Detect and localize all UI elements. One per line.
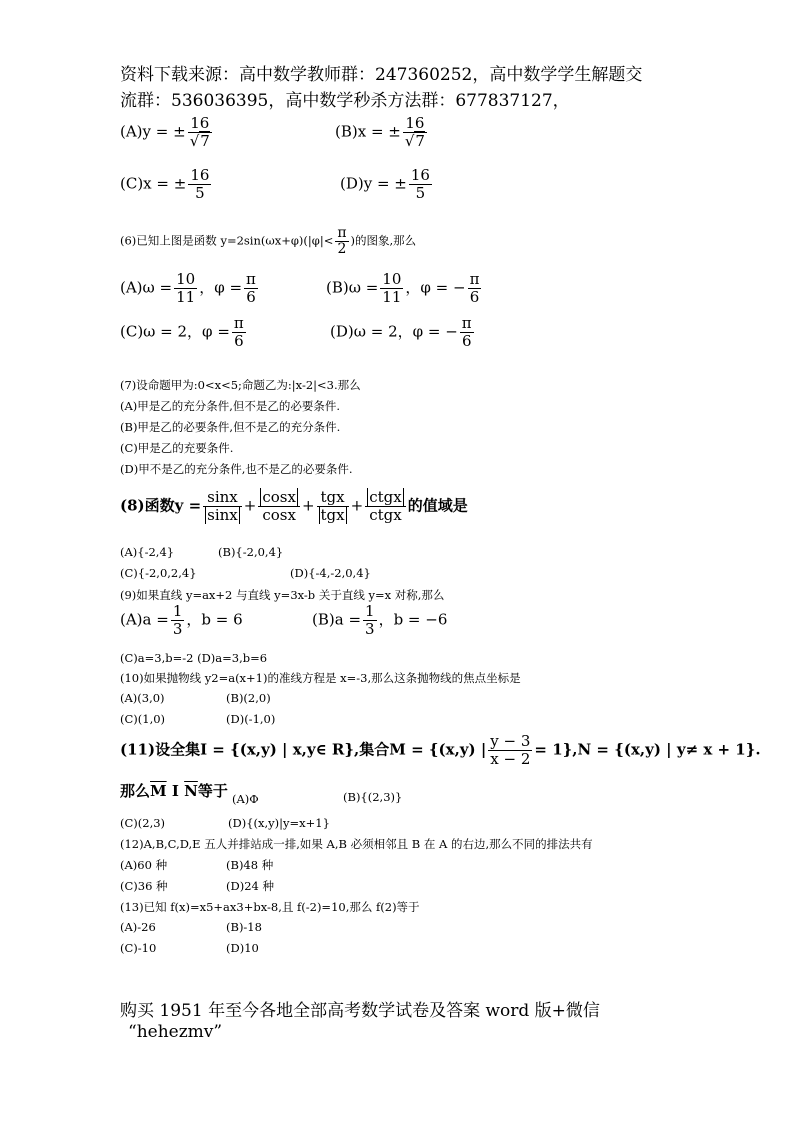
q6-d-pnum: π (461, 314, 472, 332)
q11-stem (120, 734, 761, 767)
q8-suffix: 的值域是 (407, 496, 468, 515)
q5-option-a (120, 116, 214, 149)
q6-option-d (330, 316, 476, 349)
q9-a-a: (A)a = (120, 610, 169, 629)
q8-prefix: (8)函数y = (120, 496, 202, 515)
q7-option-c: (C)甲是乙的充要条件. (120, 441, 234, 455)
q6-a-num: 10 (176, 270, 196, 288)
q9-options-cd: (C)a=3,b=-2 (D)a=3,b=6 (120, 651, 268, 665)
plus-sign: + (301, 496, 315, 515)
q8-t2-den: cosx (258, 506, 300, 524)
q6-b-pnum: π (469, 270, 480, 288)
q6-c-pden: 6 (232, 332, 246, 350)
footer-line-1: 购买 1951 年至今各地全部高考数学试卷及答案 word 版+微信 (120, 1001, 600, 1021)
q7-option-b: (B)甲是乙的必要条件,但不是乙的充分条件. (120, 420, 341, 434)
q10-option-d: (D)(-1,0) (226, 712, 276, 726)
q10-stem: (10)如果抛物线 y2=a(x+1)的准线方程是 x=-3,那么这条抛物线的焦点坐标是 (120, 671, 521, 685)
q6-c-a: (C)ω = 2，φ = (120, 322, 230, 341)
q10-option-c: (C)(1,0) (120, 712, 166, 726)
q6-stem-b: )的图象,那么 (350, 233, 417, 248)
q6-a-b: ，φ = (199, 278, 243, 297)
q9-a-num: 1 (172, 602, 183, 620)
q8-t4-num: ctgx (369, 488, 402, 506)
q5-d-num: 16 (410, 166, 430, 184)
q6-a-pden: 6 (244, 288, 258, 306)
sqrt-sign: √ (404, 131, 415, 150)
q9-b-num: 1 (365, 602, 375, 620)
q6-stem (120, 226, 416, 257)
q11-line2-b: I (171, 782, 179, 800)
header-line-1: 资料下载来源：高中数学教师群：247360252，高中数学学生解题交 (120, 65, 643, 85)
q8-stem (120, 490, 468, 523)
q8-t1-num: sinx (207, 488, 238, 506)
q9-option-b (312, 604, 447, 637)
q8-t2-num: cosx (262, 488, 296, 506)
q7-option-a: (A)甲是乙的充分条件,但不是乙的必要条件. (120, 399, 341, 413)
q9-b-a: (B)a = (312, 610, 362, 629)
q10-option-a: (A)(3,0) (120, 691, 165, 705)
q13-option-d: (D)10 (226, 941, 259, 955)
q6-a-pnum: π (246, 270, 256, 288)
q8-t4-den: ctgx (365, 506, 406, 524)
q11-option-a: (A)Φ (232, 792, 259, 806)
q6-b-num: 10 (382, 270, 402, 288)
q5-a-label: (A)y = ± (120, 122, 186, 141)
q11-stem-b: = 1},N = {(x,y) | y≠ x + 1}. (534, 740, 761, 759)
q13-option-c: (C)-10 (120, 941, 157, 955)
q11-line2-c: 等于 (197, 782, 228, 800)
q5-c-den: 5 (188, 184, 211, 202)
q9-stem: (9)如果直线 y=ax+2 与直线 y=3x-b 关于直线 y=x 对称,那么 (120, 588, 445, 602)
q11-option-b: (B){(2,3)} (343, 790, 403, 804)
q5-c-label: (C)x = ± (120, 174, 187, 193)
q6-a-den: 11 (176, 287, 196, 306)
q13-option-b: (B)-18 (226, 920, 262, 934)
q11-option-d: (D){(x,y)|y=x+1} (228, 816, 330, 830)
q6-pi-den: 2 (335, 241, 348, 257)
q5-d-den: 5 (409, 184, 432, 202)
q5-option-c (120, 168, 213, 201)
q13-stem: (13)已知 f(x)=x5+ax3+bx-8,且 f(-2)=10,那么 f(2)等于 (120, 900, 420, 914)
q11-m-complement: $\overline{M}$ (150, 782, 167, 800)
q11-frac-den: x − 2 (488, 750, 532, 768)
q6-b-den: 11 (382, 287, 402, 306)
q5-b-num: 16 (405, 114, 425, 132)
q6-a-a: (A)ω = (120, 278, 173, 297)
q12-stem: (12)A,B,C,D,E 五人并排站成一排,如果 A,B 必须相邻且 B 在 A 的右边,那么不同的排法共有 (120, 837, 593, 851)
q8-t1-den: sinx (207, 505, 238, 524)
plus-sign: + (350, 496, 364, 515)
q11-stem-a: (11)设全集I = {(x,y) | x,y∈ R},集合M = {(x,y) | (120, 740, 487, 759)
q6-b-b: ，φ = − (405, 278, 466, 297)
q6-option-b (326, 272, 483, 305)
header-line-2: 流群：536036395，高中数学秒杀方法群：677837127， (120, 91, 570, 111)
q8-t3-num: tgx (320, 488, 345, 506)
q9-b-b: ，b = −6 (378, 610, 448, 629)
q5-a-den: 7 (200, 131, 210, 150)
q6-b-pden: 6 (468, 288, 482, 306)
q6-stem-a: (6)已知上图是函数 y=2sin(ωx+φ)(|φ|< (120, 233, 334, 248)
q10-option-b: (B)(2,0) (226, 691, 271, 705)
q12-option-c: (C)36 种 (120, 879, 168, 893)
q5-a-num: 16 (190, 114, 210, 132)
q6-d-a: (D)ω = 2，φ = − (330, 322, 458, 341)
q9-a-den: 3 (172, 619, 183, 638)
q11-line2 (120, 780, 228, 801)
q8-option-d: (D){-4,-2,0,4} (290, 566, 371, 580)
q12-option-a: (A)60 种 (120, 858, 168, 872)
q6-b-a: (B)ω = (326, 278, 379, 297)
q6-option-c (120, 316, 248, 349)
q6-option-a (120, 272, 260, 305)
q5-b-label: (B)x = ± (335, 122, 401, 141)
q8-option-b: (B){-2,0,4} (218, 545, 284, 559)
q11-option-c: (C)(2,3) (120, 816, 166, 830)
q6-d-pden: 6 (460, 332, 474, 350)
q5-c-num: 16 (190, 166, 210, 184)
q7-stem: (7)设命题甲为:0<x<5;命题乙为:|x-2|<3.那么 (120, 378, 361, 392)
q11-n-complement: $\overline{N}$ (184, 782, 198, 800)
footer-line-2: “hehezmv” (128, 1022, 223, 1042)
q9-option-a (120, 604, 243, 637)
q9-a-b: ，b = 6 (186, 610, 243, 629)
q5-option-d (340, 168, 434, 201)
q8-option-c: (C){-2,0,2,4} (120, 566, 197, 580)
plus-sign: + (243, 496, 257, 515)
q8-option-a: (A){-2,4} (120, 545, 175, 559)
q5-b-den: 7 (415, 131, 425, 150)
q11-frac-num: y − 3 (490, 732, 531, 750)
q8-t3-den: tgx (320, 505, 345, 524)
q7-option-d: (D)甲不是乙的充分条件,也不是乙的必要条件. (120, 462, 353, 476)
q6-pi-num: π (337, 225, 347, 241)
q11-line2-a: 那么 (120, 782, 151, 800)
q12-option-b: (B)48 种 (226, 858, 274, 872)
q9-b-den: 3 (365, 619, 375, 638)
q13-option-a: (A)-26 (120, 920, 156, 934)
sqrt-sign: √ (189, 131, 200, 150)
q5-option-b (335, 116, 429, 149)
q12-option-d: (D)24 种 (226, 879, 274, 893)
q6-c-pnum: π (233, 314, 244, 332)
q5-d-label: (D)y = ± (340, 174, 407, 193)
